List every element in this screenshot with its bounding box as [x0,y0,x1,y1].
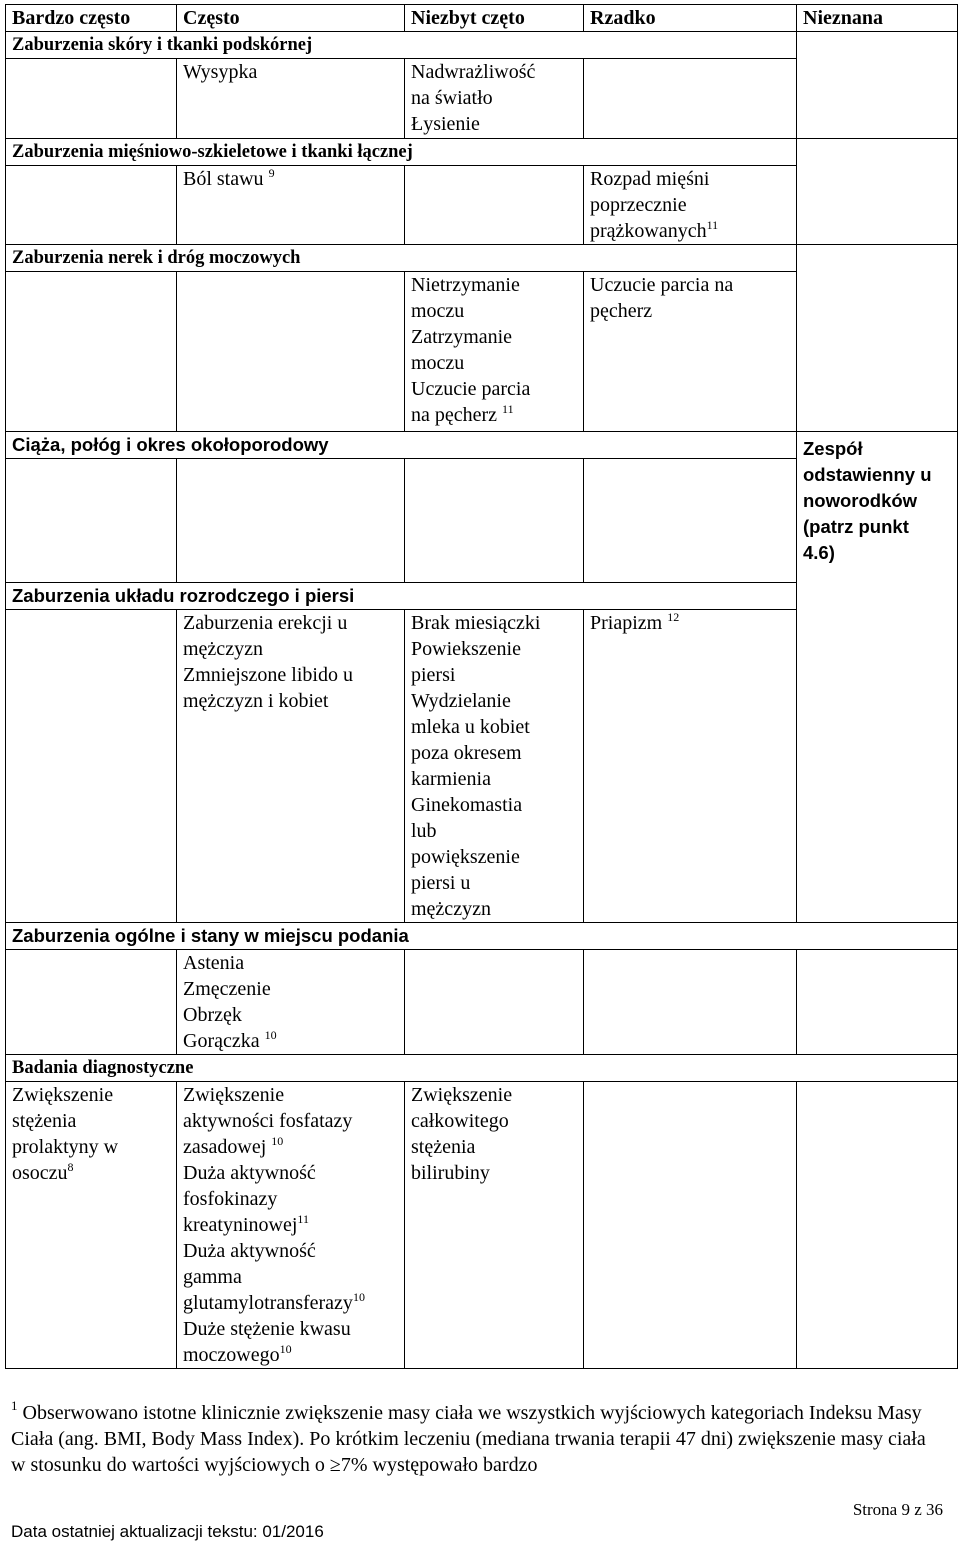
header-very-often: Bardzo często [6,5,177,32]
table-header-row [6,5,958,32]
section-renal: Zaburzenia nerek i dróg moczowych [6,245,797,272]
header-rare: Rzadko [584,5,797,32]
cell-diag-uncommon: Zwiększenie całkowitego stężenia bilirubiny [405,1082,584,1369]
section-musculoskeletal: Zaburzenia mięśniowo-szkieletowe i tkanki łącznej [6,139,797,166]
section-skin: Zaburzenia skóry i tkanki podskórnej [6,32,797,59]
cell-general-often: Astenia Zmęczenie Obrzęk Gorączka $^{10}$ [177,950,405,1055]
adverse-reactions-table [5,4,958,1369]
cell-musculo-rare: Rozpad mięśni poprzecznie prążkowanych$^{11}$ [584,166,797,245]
page-number: Strona 9 z 36 [852,1500,943,1519]
header-unknown: Nieznana [797,5,958,32]
section-pregnancy: Ciąża, połóg i okres okołoporodowy [6,432,797,459]
cell-skin-often: Wysypka [177,59,405,139]
cell-pregnancy-unknown: Zespół odstawienny u noworodków (patrz punkt 4.6) [797,432,958,923]
cell-diag-often: Zwiększenie aktywności fosfatazy zasadowej $^{10}$ Duża aktywność fosfokinazy kreatyninowej$^{11}$ Duża aktywność gamma glutamylotransferazy$^{10}$ Duże stężenie kwasu moczowego$^{10}$ [177,1082,405,1369]
cell-renal-uncommon: Nietrzymanie moczu Zatrzymanie moczu Uczucie parcia na pęcherz $^{11}$ [405,272,584,432]
cell-repro-rare: Priapizm $^{12}$ [584,610,797,923]
section-diagnostics: Badania diagnostyczne [6,1055,958,1082]
cell-skin-uncommon: Nadwrażliwość na światło Łysienie [405,59,584,139]
cell-diag-very-often: Zwiększenie stężenia prolaktyny w osoczu$^8$ [6,1082,177,1369]
header-often: Często [177,5,405,32]
cell-renal-rare: Uczucie parcia na pęcherz [584,272,797,432]
update-date: Data ostatniej aktualizacji tekstu: 01/2016 [11,1522,324,1541]
section-reproductive: Zaburzenia układu rozrodczego i piersi [6,583,797,610]
cell-repro-uncommon: Brak miesiączki Powiekszenie piersi Wydzielanie mleka u kobiet poza okresem karmienia Ginekomastia lub powiększenie piersi u mężczyzn [405,610,584,923]
footnote [11,1400,931,1478]
section-general: Zaburzenia ogólne i stany w miejscu podania [6,923,958,950]
cell-musculo-often: Ból stawu $^9$ [177,166,405,245]
cell-repro-often: Zaburzenia erekcji u mężczyzn Zmniejszone libido u mężczyzn i kobiet [177,610,405,923]
footnote-text: Obserwowano istotne klinicznie zwiększenie masy ciała we wszystkich wyjściowych kategoriach Indeksu Masy Ciała (ang. BMI, Body Mass Index). Po krótkim leczeniu (mediana trwania terapii 47 dni) zwiększenie masy ciała w stosunku do wartości wyjściowych o ≥7% występowało bardzo [11,1402,926,1476]
footnote-mark: 1 [11,1398,18,1413]
header-uncommon: Niezbyt częto [405,5,584,32]
